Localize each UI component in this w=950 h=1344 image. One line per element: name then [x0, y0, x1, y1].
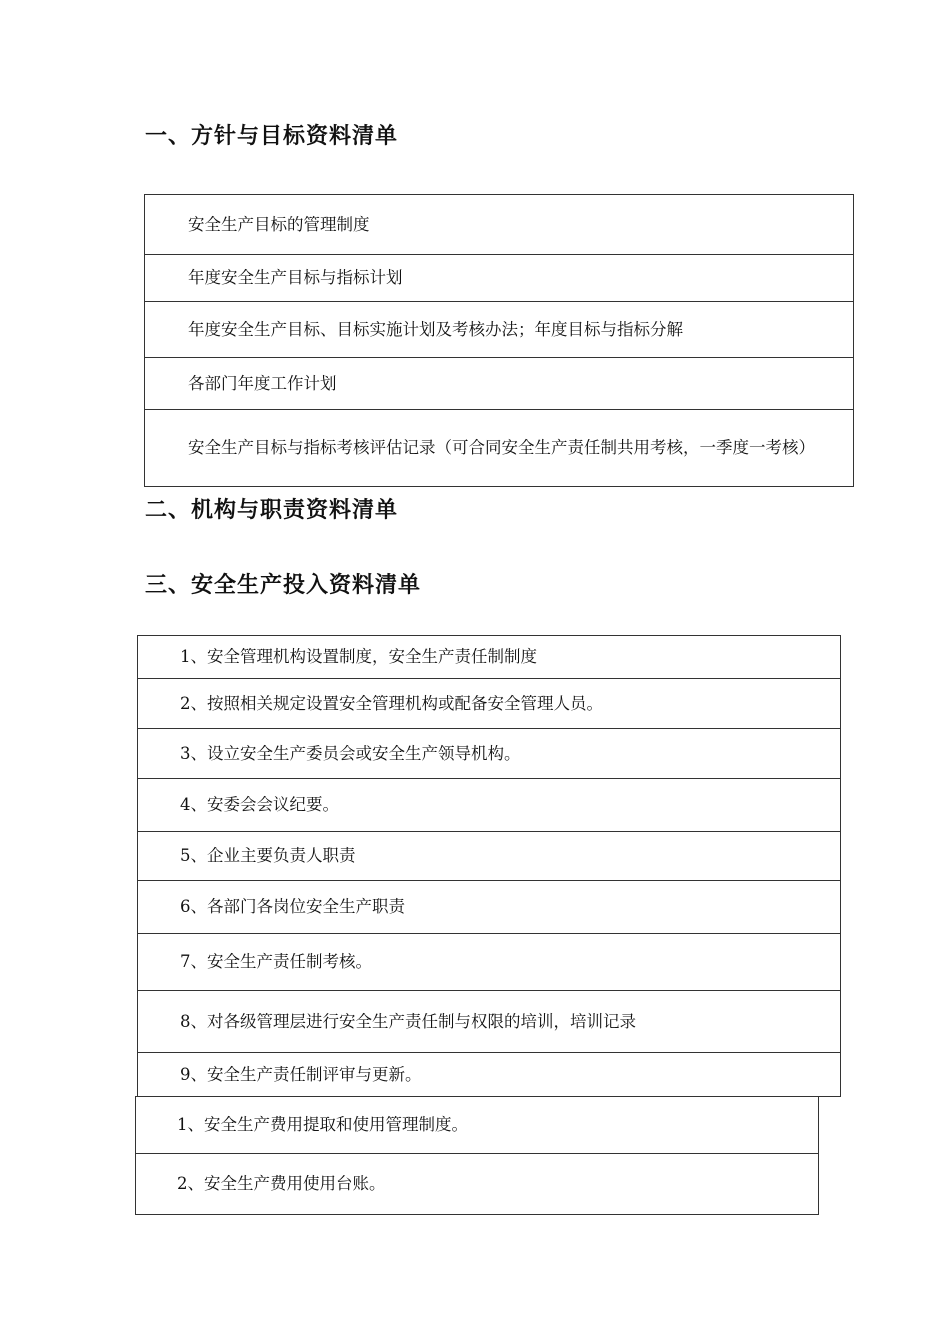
table-row: 9、安全生产责任制评审与更新。	[138, 1053, 841, 1097]
table-row: 4、安委会会议纪要。	[138, 779, 841, 832]
table-row: 2、按照相关规定设置安全管理机构或配备安全管理人员。	[138, 679, 841, 729]
table-row: 年度安全生产目标、目标实施计划及考核办法；年度目标与指标分解	[145, 302, 854, 358]
table-row: 2、安全生产费用使用台账。	[136, 1154, 819, 1215]
table-row: 安全生产目标的管理制度	[145, 195, 854, 255]
objectives-table	[144, 194, 854, 487]
section-1-heading: 一、方针与目标资料清单	[145, 124, 399, 149]
table-row: 安全生产目标与指标考核评估记录（可合同安全生产责任制共用考核，一季度一考核）	[145, 410, 854, 487]
section-3-heading: 三、安全生产投入资料清单	[145, 573, 422, 598]
table-row: 7、安全生产责任制考核。	[138, 934, 841, 991]
table-row: 6、各部门各岗位安全生产职责	[138, 881, 841, 934]
organization-table	[137, 635, 841, 1097]
section-2-heading: 二、机构与职责资料清单	[145, 498, 399, 523]
table-row: 5、企业主要负责人职责	[138, 832, 841, 881]
table-row: 1、安全管理机构设置制度，安全生产责任制制度	[138, 636, 841, 679]
table-row: 各部门年度工作计划	[145, 358, 854, 410]
table-row: 3、设立安全生产委员会或安全生产领导机构。	[138, 729, 841, 779]
table-row: 年度安全生产目标与指标计划	[145, 255, 854, 302]
investment-table	[135, 1096, 819, 1215]
table-row: 8、对各级管理层进行安全生产责任制与权限的培训，培训记录	[138, 991, 841, 1053]
table-row: 1、安全生产费用提取和使用管理制度。	[136, 1097, 819, 1154]
